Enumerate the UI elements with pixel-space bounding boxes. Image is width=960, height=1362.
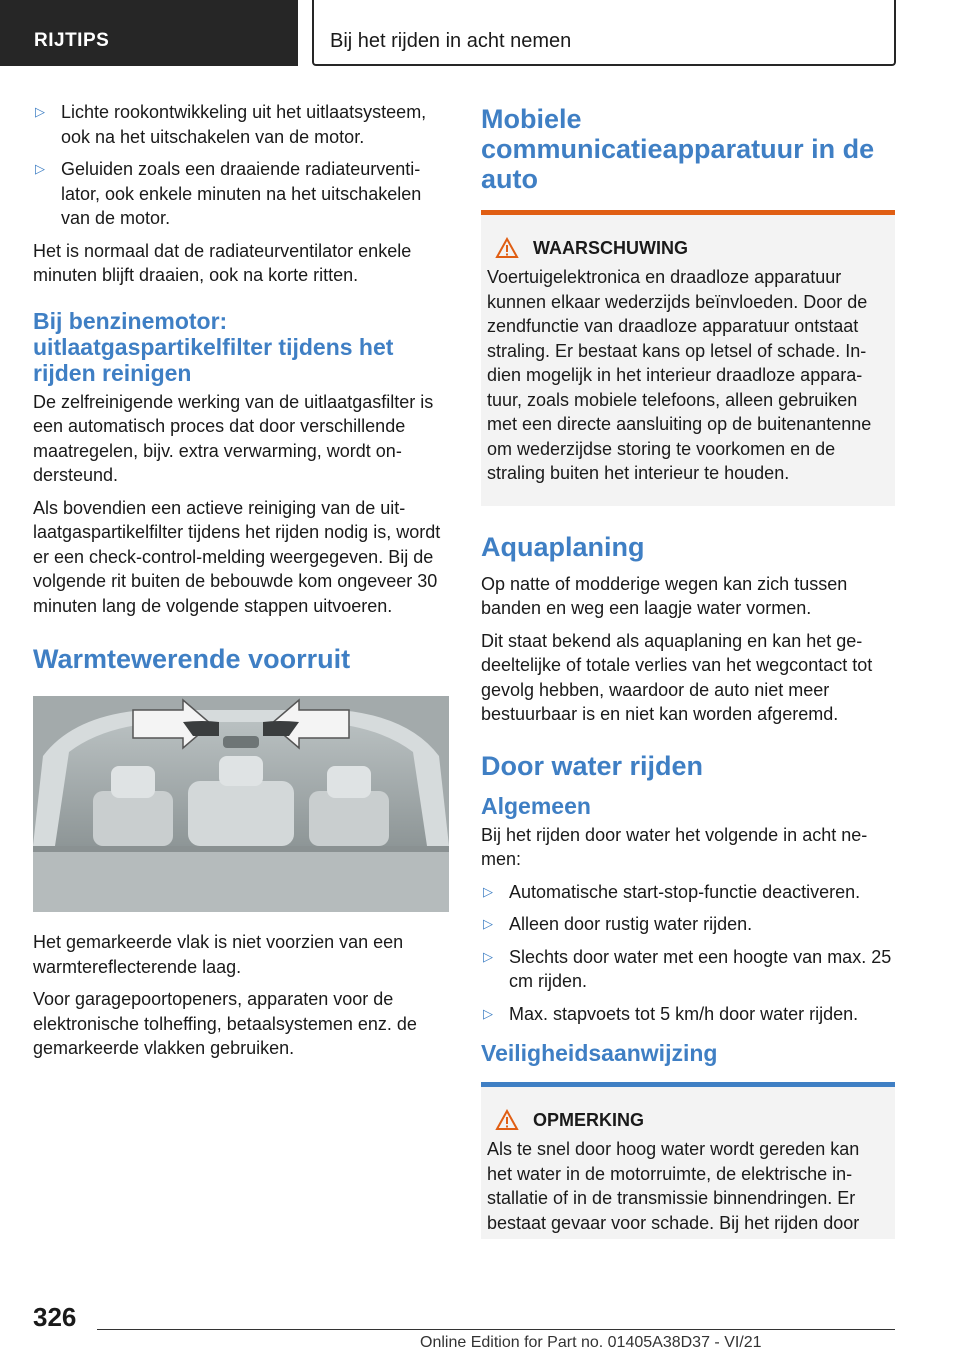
note-box [481, 1082, 895, 1239]
heading-warmtewerende-voorruit: Warmtewerende voorruit [33, 644, 351, 674]
list-item: ▷ Automatische start-stop-functie deactiveren. [481, 880, 895, 905]
note-header [487, 1109, 885, 1131]
triangle-bullet-icon: ▷ [483, 948, 493, 964]
warning-box [481, 210, 895, 506]
list-item: ▷ Max. stapvoets tot 5 km/h door water rijden. [481, 1002, 895, 1027]
note-text: Als te snel door hoog water wordt gereden kan het water in de motorruimte, de elektrische installatie of in de transmissie binnendringen. Er bestaat gevaar voor schade. Bij het rijden door [487, 1139, 860, 1233]
triangle-bullet-icon: ▷ [483, 916, 493, 931]
triangle-bullet-icon: ▷ [483, 883, 493, 899]
warning-triangle-icon [495, 237, 519, 259]
list-item: ▷ Alleen door rustig water rijden. [481, 912, 895, 937]
paragraph: De zelfreinigende werking van de uitlaatgasfilter is een automatisch proces dat door verschillende maatregelen, bijv. extra verwarming, wordt ondersteund. [33, 391, 434, 485]
heading-benzinemotor: Bij benzinemotor: uitlaatgaspartikelfilter tijdens het rijden reinigen [33, 307, 394, 386]
paragraph: Als bovendien een actieve reiniging van de uitlaatgaspartikelfilter tijdens het rijden nodig is, wordt er een check-control-melding weergegeven. Bij de volgende rit buiten de bebouwde kom ongeveer 30 minuten lang de volgende stappen uitvoeren. [33, 497, 441, 616]
chapter-title: Bij het rijden in acht nemen [312, 0, 896, 66]
warning-label: WAARSCHUWING [533, 237, 688, 258]
footer-divider [97, 1329, 895, 1330]
note-label: OPMERKING [533, 1109, 645, 1130]
paragraph: Dit staat bekend als aquaplaning en kan het gedeeltelijke of totale verlies van het wegcontact tot gevolg hebben, waardoor de auto niet meer bestuurbaar is en niet kan worden afgeremd. [481, 630, 873, 724]
bullet-list-water [481, 880, 895, 1027]
bullet-list-symptoms [33, 100, 449, 231]
page-number: 326 [33, 1302, 77, 1332]
footer-edition: Online Edition for Part no. 01405A38D37 - VI/21 [420, 1334, 762, 1351]
list-item: ▷ Slechts door water met een hoogte van max. 25 cm rijden. [483, 946, 892, 991]
paragraph: Het is normaal dat de radiateurventilator enkele minuten blijft draaien, ook na korte ritten. [33, 240, 412, 285]
section-label: RIJTIPS [0, 0, 298, 66]
heading-aquaplaning: Aquaplaning [481, 531, 645, 562]
triangle-bullet-icon: ▷ [35, 104, 45, 119]
windshield-photo [33, 696, 449, 912]
list-item: ▷ Lichte rookontwikkeling uit het uitlaatsysteem, ook na het uitschakelen van de motor. [35, 102, 427, 147]
triangle-bullet-icon: ▷ [483, 1005, 493, 1021]
left-column [33, 100, 449, 1069]
right-column [481, 100, 895, 1239]
warning-header [487, 237, 885, 259]
warning-triangle-icon [495, 1109, 519, 1131]
page-header [0, 0, 960, 66]
paragraph: Bij het rijden door water het volgende in acht nemen: [481, 824, 868, 869]
paragraph: Voor garagepoortopeners, apparaten voor de elektronische tolheffing, betaalsystemen enz. de gemarkeerde vlakken gebruiken. [33, 989, 417, 1058]
heading-algemeen: Algemeen [481, 792, 591, 819]
heading-mobiele-communicatie: Mobiele communicatieapparatuur in de auto [481, 104, 875, 194]
list-item: ▷ Geluiden zoals een draaiende radiateurventilator, ook enkele minuten na het uitschakelen van de motor. [35, 159, 422, 228]
heading-veiligheidsaanwijzing: Veiligheidsaanwijzing [481, 1040, 718, 1066]
warning-text: Voertuigelektronica en draadloze apparatuur kunnen elkaar wederzijds beïnvloeden. Door de zendfunctie van draadloze apparatuur ontstaat straling. Er bestaat kans op letsel of schade. Indien mogelijk in het interieur draadloze apparatuur, zoals mobiele telefoons, alleen gebruiken met een directe aansluiting op de buitenantenne om wederzijdse storing te voorkomen en de straling buiten het interieur te houden. [487, 267, 872, 483]
paragraph: Op natte of modderige wegen kan zich tussen banden en weg een laagje water vormen. [481, 573, 848, 618]
heading-door-water-rijden: Door water rijden [481, 750, 704, 781]
paragraph: Het gemarkeerde vlak is niet voorzien van een warmtereflecterende laag. [33, 932, 404, 977]
triangle-bullet-icon: ▷ [35, 161, 45, 176]
